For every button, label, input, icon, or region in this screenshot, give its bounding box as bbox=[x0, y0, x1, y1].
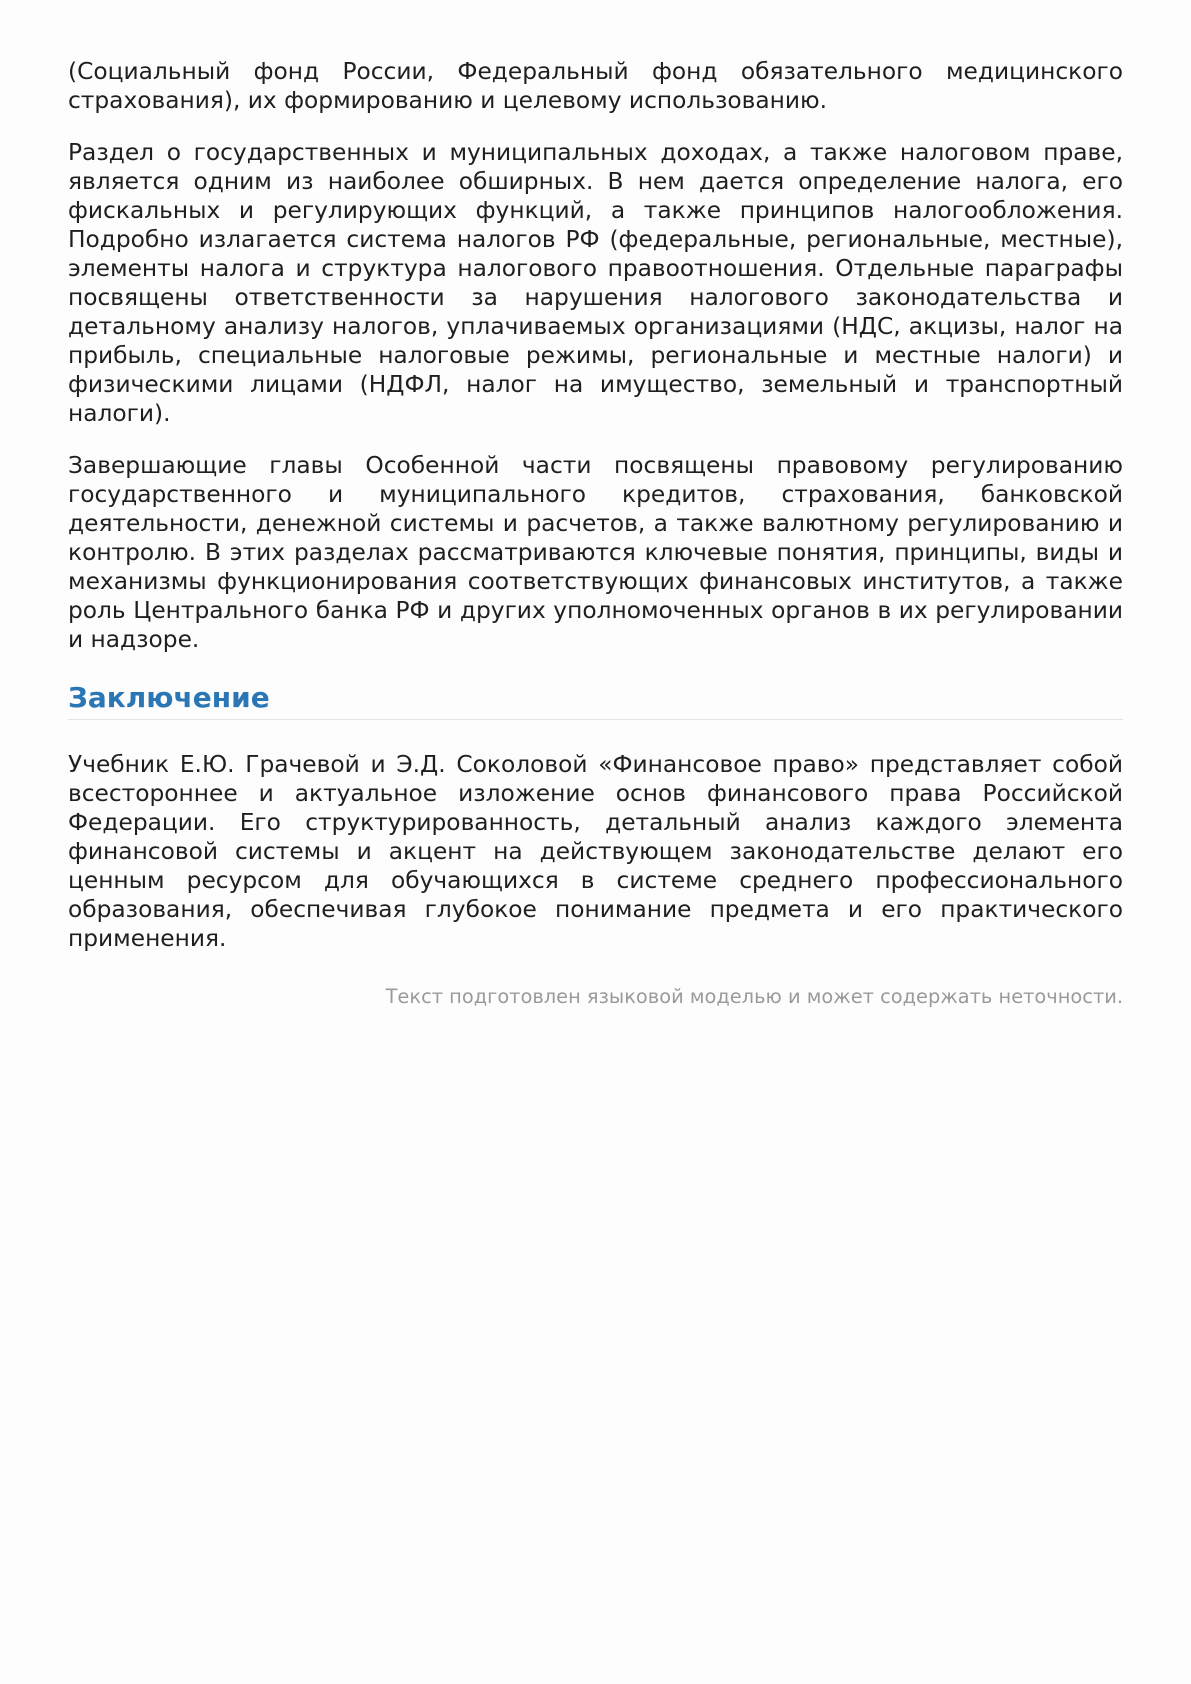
body-paragraph: Завершающие главы Особенной части посвящены правовому регулированию государственного и муниципального кредитов, страхования, банковской деятельности, денежной системы и расчетов, а также валютному регулированию и контролю. В этих разделах рассматриваются ключевые понятия, принципы, виды и механизмы функционирования соответствующих финансовых институтов, а также роль Центрального банка РФ и других уполномоченных органов в их регулировании и надзоре. bbox=[68, 452, 1123, 653]
conclusion-paragraph: Учебник Е.Ю. Грачевой и Э.Д. Соколовой «Финансовое право» представляет собой всестороннее и актуальное изложение основ финансового права Российской Федерации. Его структурированность, детальный анализ каждого элемента финансовой системы и акцент на действующем законодательстве делают его ценным ресурсом для обучающихся в системе среднего профессионального образования, обеспечивая глубокое понимание предмета и его практического применения. bbox=[68, 751, 1123, 952]
body-paragraph: Раздел о государственных и муниципальных доходах, а также налоговом праве, является одним из наиболее обширных. В нем дается определение налога, его фискальных и регулирующих функций, а также принципов налогообложения. Подробно излагается система налогов РФ (федеральные, региональные, местные), элементы налога и структура налогового правоотношения. Отдельные параграфы посвящены ответственности за нарушения налогового законодательства и детальному анализу налогов, уплачиваемых организациями (НДС, акцизы, налог на прибыль, специальные налоговые режимы, региональные и местные налоги) и физическими лицами (НДФЛ, налог на имущество, земельный и транспортный налоги). bbox=[68, 139, 1123, 427]
body-paragraph: (Социальный фонд России, Федеральный фонд обязательного медицинского страхования), их формированию и целевому использованию. bbox=[68, 58, 1123, 114]
document-page bbox=[68, 57, 1123, 1009]
section-heading-conclusion: Заключение bbox=[68, 681, 1123, 720]
ai-disclaimer: Текст подготовлен языковой моделью и может содержать неточности. bbox=[385, 985, 1123, 1008]
